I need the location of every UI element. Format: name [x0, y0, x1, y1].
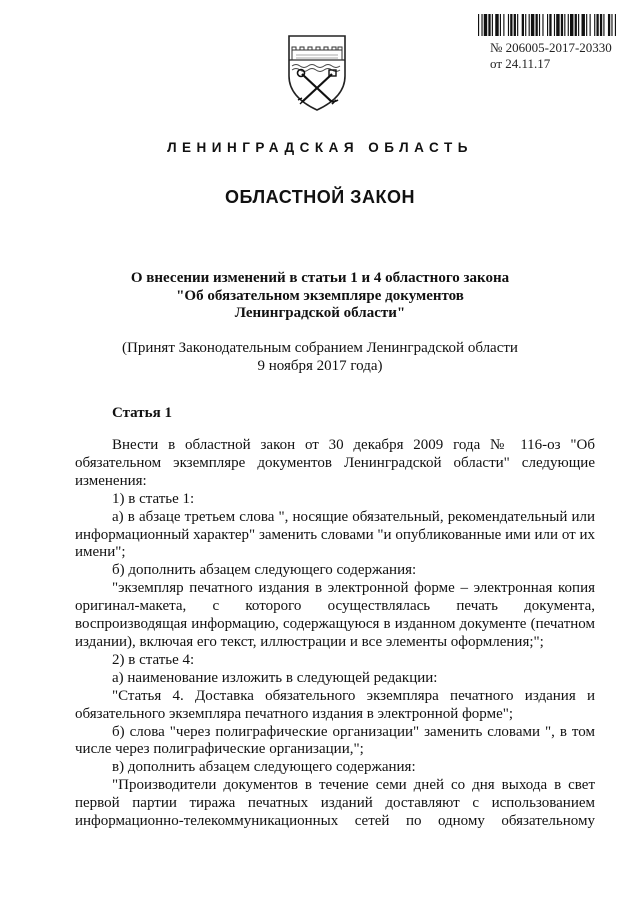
region-name: ЛЕНИНГРАДСКАЯ ОБЛАСТЬ [167, 140, 473, 155]
paragraph: 2) в статье 4: [112, 651, 195, 668]
registration-block [490, 40, 612, 72]
paragraph: Внести в областной закон от 30 декабря 2009 года № 116-оз "Об обязательном экземпляре документов Ленинградской области" следующие изменения: [75, 437, 595, 489]
law-title [60, 270, 580, 323]
law-type-heading: ОБЛАСТНОЙ ЗАКОН [225, 187, 415, 207]
registration-date: от 24.11.17 [490, 56, 551, 71]
paragraph: "экземпляр печатного издания в электронной форме – электронная копия оригинал-макета, с которого осуществлялась печать документа, воспроизводящая информацию, содержащуюся в изданном документе (печатном издании), включая его текст, иллюстрации и все элементы оформления;"; [75, 580, 595, 650]
article-heading: Статья 1 [112, 405, 172, 421]
article-body [75, 437, 595, 831]
barcode [478, 14, 616, 36]
paragraph: "Производители документов в течение семи дней со дня выхода в свет первой партии тиража печатных изданий доставляют с использованием информационно-телекоммуникационных сетей по одному обязательному [75, 777, 595, 830]
law-title-line: "Об обязательном экземпляре документов [176, 287, 464, 304]
coat-of-arms-icon [284, 30, 350, 112]
registration-number: № 206005-2017-20330 [490, 40, 612, 55]
adoption-note-line: (Принят Законодательным собранием Ленинградской области [122, 340, 518, 356]
law-title-line: О внесении изменений в статьи 1 и 4 областного закона [130, 270, 510, 286]
law-title-line: Ленинградской области" [234, 305, 406, 321]
paragraph: б) дополнить абзацем следующего содержания: [112, 562, 417, 579]
adoption-note [60, 340, 580, 375]
paragraph: 1) в статье 1: [112, 490, 195, 507]
paragraph: в) дополнить абзацем следующего содержания: [112, 759, 416, 776]
paragraph: б) слова "через полиграфические организации" заменить словами ", в том числе через полиграфические организации,"; [75, 723, 595, 758]
adoption-note-line: 9 ноября 2017 года) [257, 357, 383, 374]
paragraph: "Статья 4. Доставка обязательного экземпляра печатного издания и обязательного экземпляра печатного издания в электронной форме"; [75, 687, 595, 722]
paragraph: а) наименование изложить в следующей редакции: [112, 669, 438, 686]
paragraph: а) в абзаце третьем слова ", носящие обязательный, рекомендательный или информационный характер" заменить словами "и опубликованные ими или от их имени"; [75, 508, 595, 561]
